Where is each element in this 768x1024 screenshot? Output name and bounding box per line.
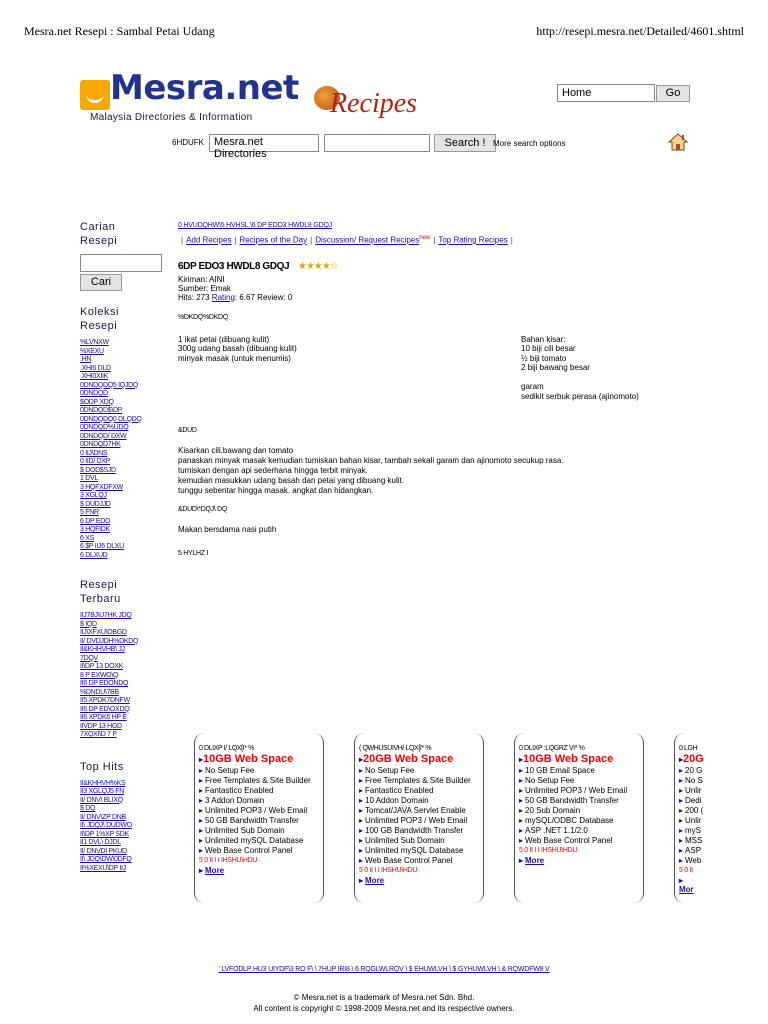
breadcrumb[interactable]: 0 HVUDQHW\5 HVHSL \6 DP EDO3 HWDL8 GDQJ — [178, 222, 333, 229]
logo-text: Mesra.net — [110, 68, 299, 108]
ad-feature: ▸ 20 G — [679, 766, 694, 776]
ad-more-link[interactable]: ▸ More — [359, 876, 479, 885]
koleksi-link[interactable]: 3 HQFXDFXW — [80, 483, 123, 491]
koleksi-link[interactable]: .HN — [80, 356, 92, 363]
ad-features — [199, 766, 319, 856]
terbaru-link[interactable]: II6 DP ED\OXDQ — [80, 705, 130, 713]
ad-feature: ▸ Web Base Control Panel — [519, 836, 639, 846]
ingredient-line: 10 biji cili besar — [521, 344, 576, 354]
ingredient-line: sedikit serbuk perasa (ajinomoto) — [521, 391, 639, 401]
ad-feature: ▸ Free Templates & Site Builder — [199, 776, 319, 786]
koleksi-link[interactable]: %LVNXW — [80, 339, 109, 346]
ingredient-line: Bahan kisar: — [521, 334, 566, 344]
carian-heading: Carian Resepi — [80, 221, 118, 247]
koleksi-link[interactable]: 0DNDQD — [80, 390, 108, 397]
ad-feature: ▸ mySQL/ODBC Database — [519, 816, 639, 826]
footer-trademark: © Mesra.net is a trademark of Mesra.net Sdn. Bhd. — [293, 993, 475, 1002]
recipe-content — [178, 222, 698, 557]
recipe-steps — [178, 446, 698, 496]
terbaru-heading: Resepi Terbaru — [80, 579, 121, 605]
footer-copyright: All content is copyright © 1998-2009 Mesra.net and its respective owners. — [253, 1004, 515, 1013]
hidang-heading: &DUD\*DQJ\ DQ — [178, 505, 227, 513]
ad-feature: ▸ Unlimited Sub Domain — [359, 836, 479, 846]
terbaru-link[interactable]: $ IQD — [80, 620, 97, 628]
ad-more-link[interactable]: ▸ More — [199, 866, 319, 875]
koleksi-link[interactable]: 0 IID/ DXP — [80, 458, 111, 465]
koleksi-link[interactable]: .XHI6 DLD — [80, 364, 111, 372]
nav-discussion[interactable]: Discussion/ Request Recipes — [315, 235, 420, 245]
tophits-heading: Top Hits — [80, 760, 124, 773]
ad-feature: ▸ MSS — [679, 836, 694, 846]
ad-title: 0 LGH — [679, 745, 698, 752]
recipe-nav: | Add Recipes | Recipes of the Day | Discussion/ Request Recipes$^{new}$ | Top Rating Recipes | — [181, 235, 513, 245]
go-button[interactable]: Go — [656, 85, 690, 102]
search-input[interactable] — [324, 134, 430, 152]
cari-button[interactable]: Cari — [80, 274, 122, 291]
ad-more-link[interactable]: ▸ More — [519, 856, 639, 865]
koleksi-link[interactable]: 0DNDQDQ5 IQJDQ — [80, 381, 139, 389]
step-line: tunggu sebentar hingga masak. angkat dan hidangkan. — [178, 485, 374, 495]
reviews-heading: 5 HYLHZ I — [178, 549, 208, 557]
tophits-link[interactable]: $ DQ — [80, 805, 96, 812]
terbaru-link[interactable]: IIJ\XFXU\OBGD — [80, 629, 127, 636]
ad-space: ▸10GB Web Space — [199, 753, 294, 765]
new-badge: new — [419, 235, 431, 241]
tophits-link[interactable]: II1 DVL\ DJDL — [80, 839, 121, 846]
ad-feature: ▸ Dedi — [679, 796, 694, 806]
recipe-title: 6DP EDO3 HWDL8 GDQJ — [178, 260, 290, 272]
recipe-hits: Hits: 273 Rating: 6.67 Review: 0 — [178, 292, 293, 302]
ad-space: ▸20G — [679, 753, 704, 765]
koleksi-list — [80, 339, 168, 560]
ad-space: ▸10GB Web Space — [519, 753, 614, 765]
ingredient-line: garam — [521, 382, 544, 392]
ad-feature: ▸ 50 GB Bandwidth Transfer — [199, 816, 319, 826]
site-logo[interactable] — [80, 68, 420, 134]
ad-feature: ▸ Unlir — [679, 786, 694, 796]
terbaru-link[interactable]: 7DQV — [80, 654, 98, 662]
ad-feature: ▸ Unlimited mySQL Database — [199, 836, 319, 846]
tophits-link[interactable]: II\ JDQ\DW\0DFQ — [80, 856, 132, 863]
ad-features — [519, 766, 639, 846]
rating-link[interactable]: Rating — [211, 292, 235, 302]
tophits-link[interactable]: II/ DNV\ BLIXQ — [80, 796, 123, 804]
bahan-heading: %DKDQ%DKDQ — [178, 313, 228, 321]
step-line: panaskan minyak masak kemudian tumiskan bahan kisar, tambah sekali garam dan ajinomoto secukup rasa. — [178, 455, 564, 465]
koleksi-link[interactable]: 0DNDQDQ0 DLQDQ — [80, 415, 142, 423]
search-label: 6HDUFK — [172, 138, 205, 147]
recipe-sumber: Sumber: Emak — [178, 283, 231, 293]
logo-smile-icon — [80, 80, 110, 110]
tophits-link[interactable]: II%XEXU\DP IIJ — [80, 864, 126, 872]
koleksi-link[interactable]: 6 XS — [80, 534, 94, 542]
nav-top-rating[interactable]: Top Rating Recipes — [438, 235, 508, 245]
koleksi-link[interactable]: 6 DP EDO — [80, 517, 111, 525]
terbaru-link[interactable]: II&KHHVHB\ JJ — [80, 646, 125, 653]
more-search-options-link[interactable]: More search options — [493, 139, 566, 148]
ingredient-line: ½ biji tomato — [521, 353, 567, 363]
koleksi-link[interactable]: 6 $P IIJ6 DLXU — [80, 543, 124, 550]
koleksi-link[interactable]: %XEXU — [80, 347, 104, 355]
koleksi-link[interactable]: $ DOD$SJD — [80, 466, 116, 474]
ad-title: 0 DLIXP :LQGRZ VI* % — [519, 745, 585, 752]
ingredient-line: 1 ikat petai (dibuang kulit) — [178, 334, 270, 344]
ad-feature: ▸ Fantastico Enabled — [359, 786, 479, 796]
ad-feature: ▸ Free Templates & Site Builder — [359, 776, 479, 786]
koleksi-link[interactable]: 3 XGLQJ — [80, 492, 107, 499]
terbaru-link[interactable]: 8 P EXWO\Q — [80, 671, 119, 679]
arrow-icon: ▸ — [679, 755, 684, 764]
ad-feature: ▸ 20 Sub Domain — [519, 806, 639, 816]
search-button[interactable]: Search ! — [434, 134, 496, 152]
ad-feature: ▸ Unlimited POP3 / Web Email — [199, 806, 319, 816]
hosting-ad[interactable] — [354, 733, 484, 903]
koleksi-link[interactable]: .XHI0XIIK — [80, 373, 109, 380]
tophits-link[interactable]: II\DP 1%XP SDK — [80, 830, 129, 838]
terbaru-list — [80, 612, 168, 740]
tophits-link[interactable]: II&KHHVH%KS — [80, 779, 126, 787]
terbaru-link[interactable]: IIVDP 13 HGD — [80, 722, 122, 730]
arrow-icon: ▸ — [199, 755, 204, 764]
search-scope-select[interactable]: Mesra.net Directories — [209, 134, 319, 152]
ad-price: 5 0 II I I IHSHU\HDU — [199, 857, 258, 864]
hosting-ad[interactable] — [674, 733, 704, 903]
ad-feature: ▸ Unlimited mySQL Database — [359, 846, 479, 856]
print-page-url: http://resepi.mesra.net/Detailed/4601.shtml — [536, 24, 744, 38]
recipe-kiriman: Kiriman: AINI — [178, 274, 225, 284]
ad-feature: ▸ Web Base Control Panel — [199, 846, 319, 856]
ad-feature: ▸ 200 ( — [679, 806, 694, 816]
terbaru-link[interactable]: 7XQXI\D 7 P — [80, 731, 117, 738]
ad-price: 5 0 II — [679, 867, 693, 874]
hosting-ad[interactable] — [194, 733, 324, 903]
ingredient-line: minyak masak (untuk menumis) — [178, 353, 291, 363]
rating-stars-icon: ★★★★☆ — [298, 260, 338, 272]
tophits-link[interactable]: II3 XGLQJ5 FN — [80, 788, 124, 795]
step-line: Kisarkan cili,bawang dan tomato — [178, 445, 294, 455]
print-page-title: Mesra.net Resepi : Sambal Petai Udang — [24, 24, 215, 38]
tophits-link[interactable]: II/ DNVDI PKUD — [80, 847, 127, 855]
ad-feature: ▸ myS — [679, 826, 694, 836]
ad-feature: ▸ 50 GB Bandwidth Transfer — [519, 796, 639, 806]
arrow-icon: ▸ — [519, 755, 524, 764]
koleksi-link[interactable]: 0DNDQD$\DP — [80, 407, 123, 414]
terbaru-link[interactable]: II5 XPDK7DNFW — [80, 697, 130, 704]
ad-feature: ▸ No S — [679, 776, 694, 786]
ad-price: 5 0 II I I IHSHU\HDU — [359, 867, 418, 874]
koleksi-link[interactable]: 6 DLXUD — [80, 551, 108, 559]
ad-space: ▸20GB Web Space — [359, 753, 454, 765]
ad-feature: ▸ ASP .NET 1.1/2.0 — [519, 826, 639, 836]
logo-tagline: Malaysia Directories & Information — [90, 112, 253, 123]
tophits-list — [80, 780, 168, 874]
ad-features — [359, 766, 479, 866]
terbaru-link[interactable]: IIJ7BJ\U7HK JDQ — [80, 612, 132, 619]
home-icon[interactable] — [668, 132, 688, 152]
ad-feature: ▸ 10 GB Email Space — [519, 766, 639, 776]
ad-feature: ▸ Unlir — [679, 816, 694, 826]
step-line: tumiskan dengan api sederhana hingga terbit minyak. — [178, 465, 368, 475]
ad-feature: ▸ 3 Addon Domain — [199, 796, 319, 806]
ad-more-link[interactable]: ▸ Mor — [679, 876, 694, 894]
terbaru-link[interactable]: II6 DP EDONDQ — [80, 680, 129, 687]
koleksi-link[interactable]: 0DNDQD7HK — [80, 441, 121, 448]
ad-feature: ▸ 10 Addon Domain — [359, 796, 479, 806]
carian-input[interactable] — [80, 254, 162, 272]
ad-price: 5 0 II I I IHSHU\HDU — [519, 847, 578, 854]
koleksi-link[interactable]: 5 FNR — [80, 509, 99, 516]
ingredient-line: 300g udang basah (dibuang kulit) — [178, 344, 297, 354]
ad-feature: ▸ No Setup Fee — [199, 766, 319, 776]
koleksi-link[interactable]: 0DNDQD/ DXW — [80, 432, 127, 440]
koleksi-link[interactable]: 0DNDQD%UDQ — [80, 424, 129, 431]
tophits-link[interactable]: II/ DNV\ZP DNB — [80, 813, 126, 821]
ad-feature: ▸ 100 GB Bandwidth Transfer — [359, 826, 479, 836]
ad-title: 0 DLIXP I/ LQX[I* % — [199, 745, 254, 752]
hosting-ad[interactable] — [514, 733, 644, 903]
koleksi-link[interactable]: 3 HQFIDK — [80, 526, 110, 533]
terbaru-link[interactable]: %DNDU\7BB — [80, 688, 119, 696]
ingredients — [178, 335, 698, 415]
nav-add-recipes[interactable]: Add Recipes — [186, 235, 232, 245]
nav-recipes-of-day[interactable]: Recipes of the Day — [239, 235, 308, 245]
ad-feature: ▸ No Setup Fee — [359, 766, 479, 776]
arrow-icon: ▸ — [359, 755, 364, 764]
sidebar — [80, 220, 168, 873]
hidang-text: Makan bersdama nasi putih — [178, 524, 277, 534]
koleksi-link[interactable]: $ DUDJJD — [80, 500, 111, 508]
ad-feature: ▸ Unlimited POP3 / Web Email — [359, 816, 479, 826]
terbaru-link[interactable]: II/ DVDJDH%DKDQ — [80, 637, 139, 645]
ad-feature: ▸ Web Base Control Panel — [359, 856, 479, 866]
terbaru-link[interactable]: II\DP 13 DOXK — [80, 663, 124, 670]
ad-feature: ▸ Unlimited Sub Domain — [199, 826, 319, 836]
ad-feature: ▸ ASP — [679, 846, 694, 856]
koleksi-link[interactable]: 0 IIJ\DNS — [80, 449, 108, 457]
ad-feature: ▸ Tomcat/JAVA Servlet Enable — [359, 806, 479, 816]
step-line: kemudian masukkan udang basah dan petai yang dibuang kulit. — [178, 475, 404, 485]
search-bar — [172, 134, 692, 160]
logo-recipes-text: Recipes — [330, 88, 418, 119]
terbaru-link[interactable]: II6 XPDK6 HP E — [80, 714, 127, 721]
home-nav-input[interactable]: Home — [557, 84, 655, 102]
ad-feature: ▸ Web — [679, 856, 694, 866]
ingredient-line: 2 biji bawang besar — [521, 363, 590, 373]
ad-features — [679, 766, 704, 866]
koleksi-link[interactable]: $ODP XDQ — [80, 398, 114, 406]
koleksi-heading: Koleksi Resepi — [80, 306, 119, 332]
ad-feature: ▸ No Setup Fee — [519, 776, 639, 786]
tophits-link[interactable]: II\ JDQJ\ DUDWO — [80, 822, 132, 829]
footer-links[interactable]: ' LVFODLP HU3 UIYDF\3 RO F\ \ 7HUP IRI8 \ 6 RQGLWLRQV \ $ EHUWLVH \ $ GYHUWLVH \ & RQWDFW8 V — [218, 966, 550, 973]
koleksi-link[interactable]: 1 DVL — [80, 475, 98, 482]
ad-feature: ▸ Unlimited POP3 / Web Email — [519, 786, 639, 796]
ad-title: ( QWHUSUIVH/ LQX[I* % — [359, 745, 432, 752]
cara-heading: &DUD — [178, 426, 197, 434]
ad-feature: ▸ Fantastico Enabled — [199, 786, 319, 796]
